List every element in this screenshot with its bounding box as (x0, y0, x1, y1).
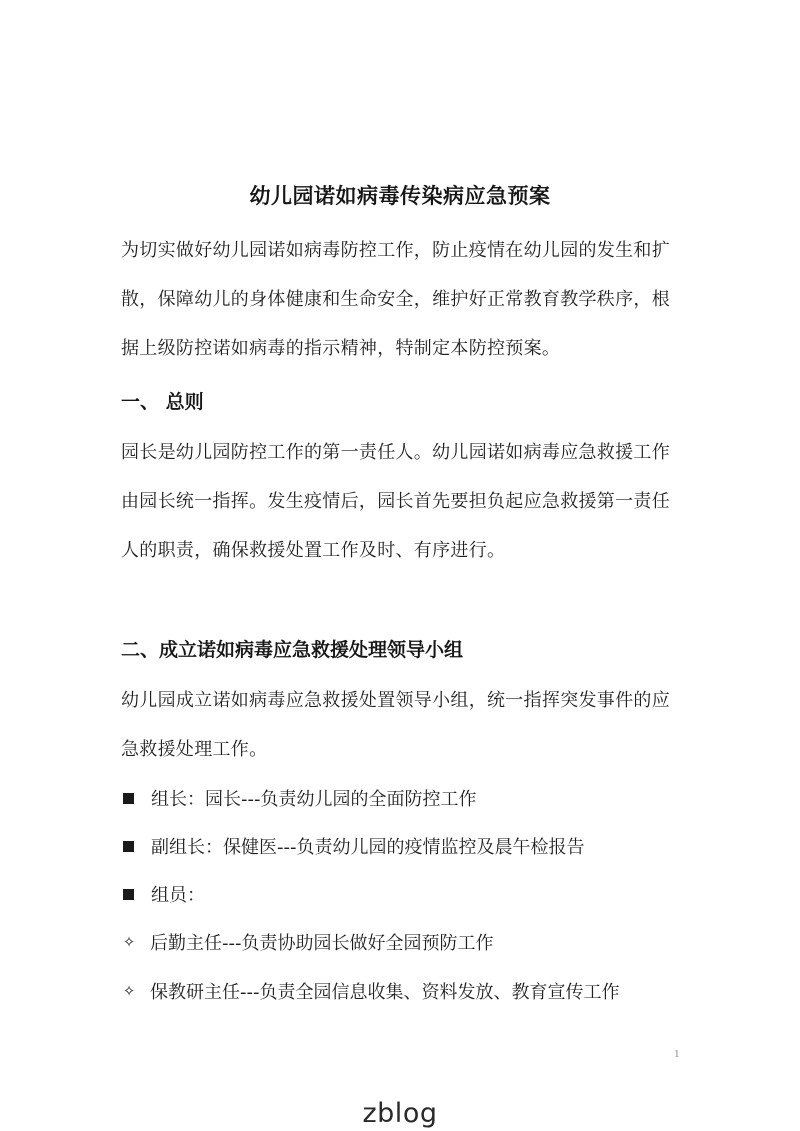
square-bullet-icon (123, 793, 134, 804)
leadership-line: 急救援处理工作。 (121, 739, 268, 760)
intro-line: 散，保障幼儿的身体健康和生命安全，维护好正常教育教学秩序，根 (121, 289, 670, 310)
star-bullet-icon: ✧ (122, 982, 136, 1000)
general-line: 园长是幼儿园防控工作的第一责任人。幼儿园诺如病毒应急救援工作 (121, 442, 670, 463)
leadership-line: 幼儿园成立诺如病毒应急救援处置领导小组，统一指挥突发事件的应 (121, 690, 670, 711)
general-line: 由园长统一指挥。发生疫情后，园长首先要担负起应急救援第一责任 (121, 491, 670, 512)
page-number: 1 (674, 1048, 680, 1060)
list-item-text: 后勤主任---负责协助园长做好全园预防工作 (150, 933, 494, 954)
list-item-leader (121, 785, 476, 811)
square-bullet-icon (123, 889, 134, 900)
document-title: 幼儿园诺如病毒传染病应急预案 (249, 184, 551, 208)
list-item-text: 副组长：保健医---负责幼儿园的疫情监控及晨午检报告 (151, 837, 585, 858)
intro-line: 为切实做好幼儿园诺如病毒防控工作，防止疫情在幼儿园的发生和扩 (121, 240, 670, 261)
list-item-text: 保教研主任---负责全园信息收集、资料发放、教育宣传工作 (150, 982, 620, 1003)
general-paragraph (121, 428, 683, 575)
list-item-text: 组员： (151, 885, 205, 906)
section-heading-leadership-group: 二、成立诺如病毒应急救援处理领导小组 (121, 639, 464, 661)
general-line: 人的职责，确保救援处置工作及时、有序进行。 (121, 540, 506, 561)
leadership-paragraph (121, 676, 683, 774)
list-item-text: 组长：园长---负责幼儿园的全面防控工作 (151, 789, 477, 810)
star-bullet-icon: ✧ (122, 933, 136, 951)
list-item-education-director (121, 978, 619, 1004)
list-item-members (121, 881, 205, 907)
list-item-logistics-director (121, 929, 493, 955)
watermark: zblog (362, 1098, 438, 1129)
section-heading-general: 一、 总则 (121, 391, 204, 413)
intro-line: 据上级防控诺如病毒的指示精神，特制定本防控预案。 (121, 338, 561, 359)
square-bullet-icon (123, 841, 134, 852)
list-item-deputy-leader (121, 833, 584, 859)
intro-paragraph (121, 226, 683, 373)
